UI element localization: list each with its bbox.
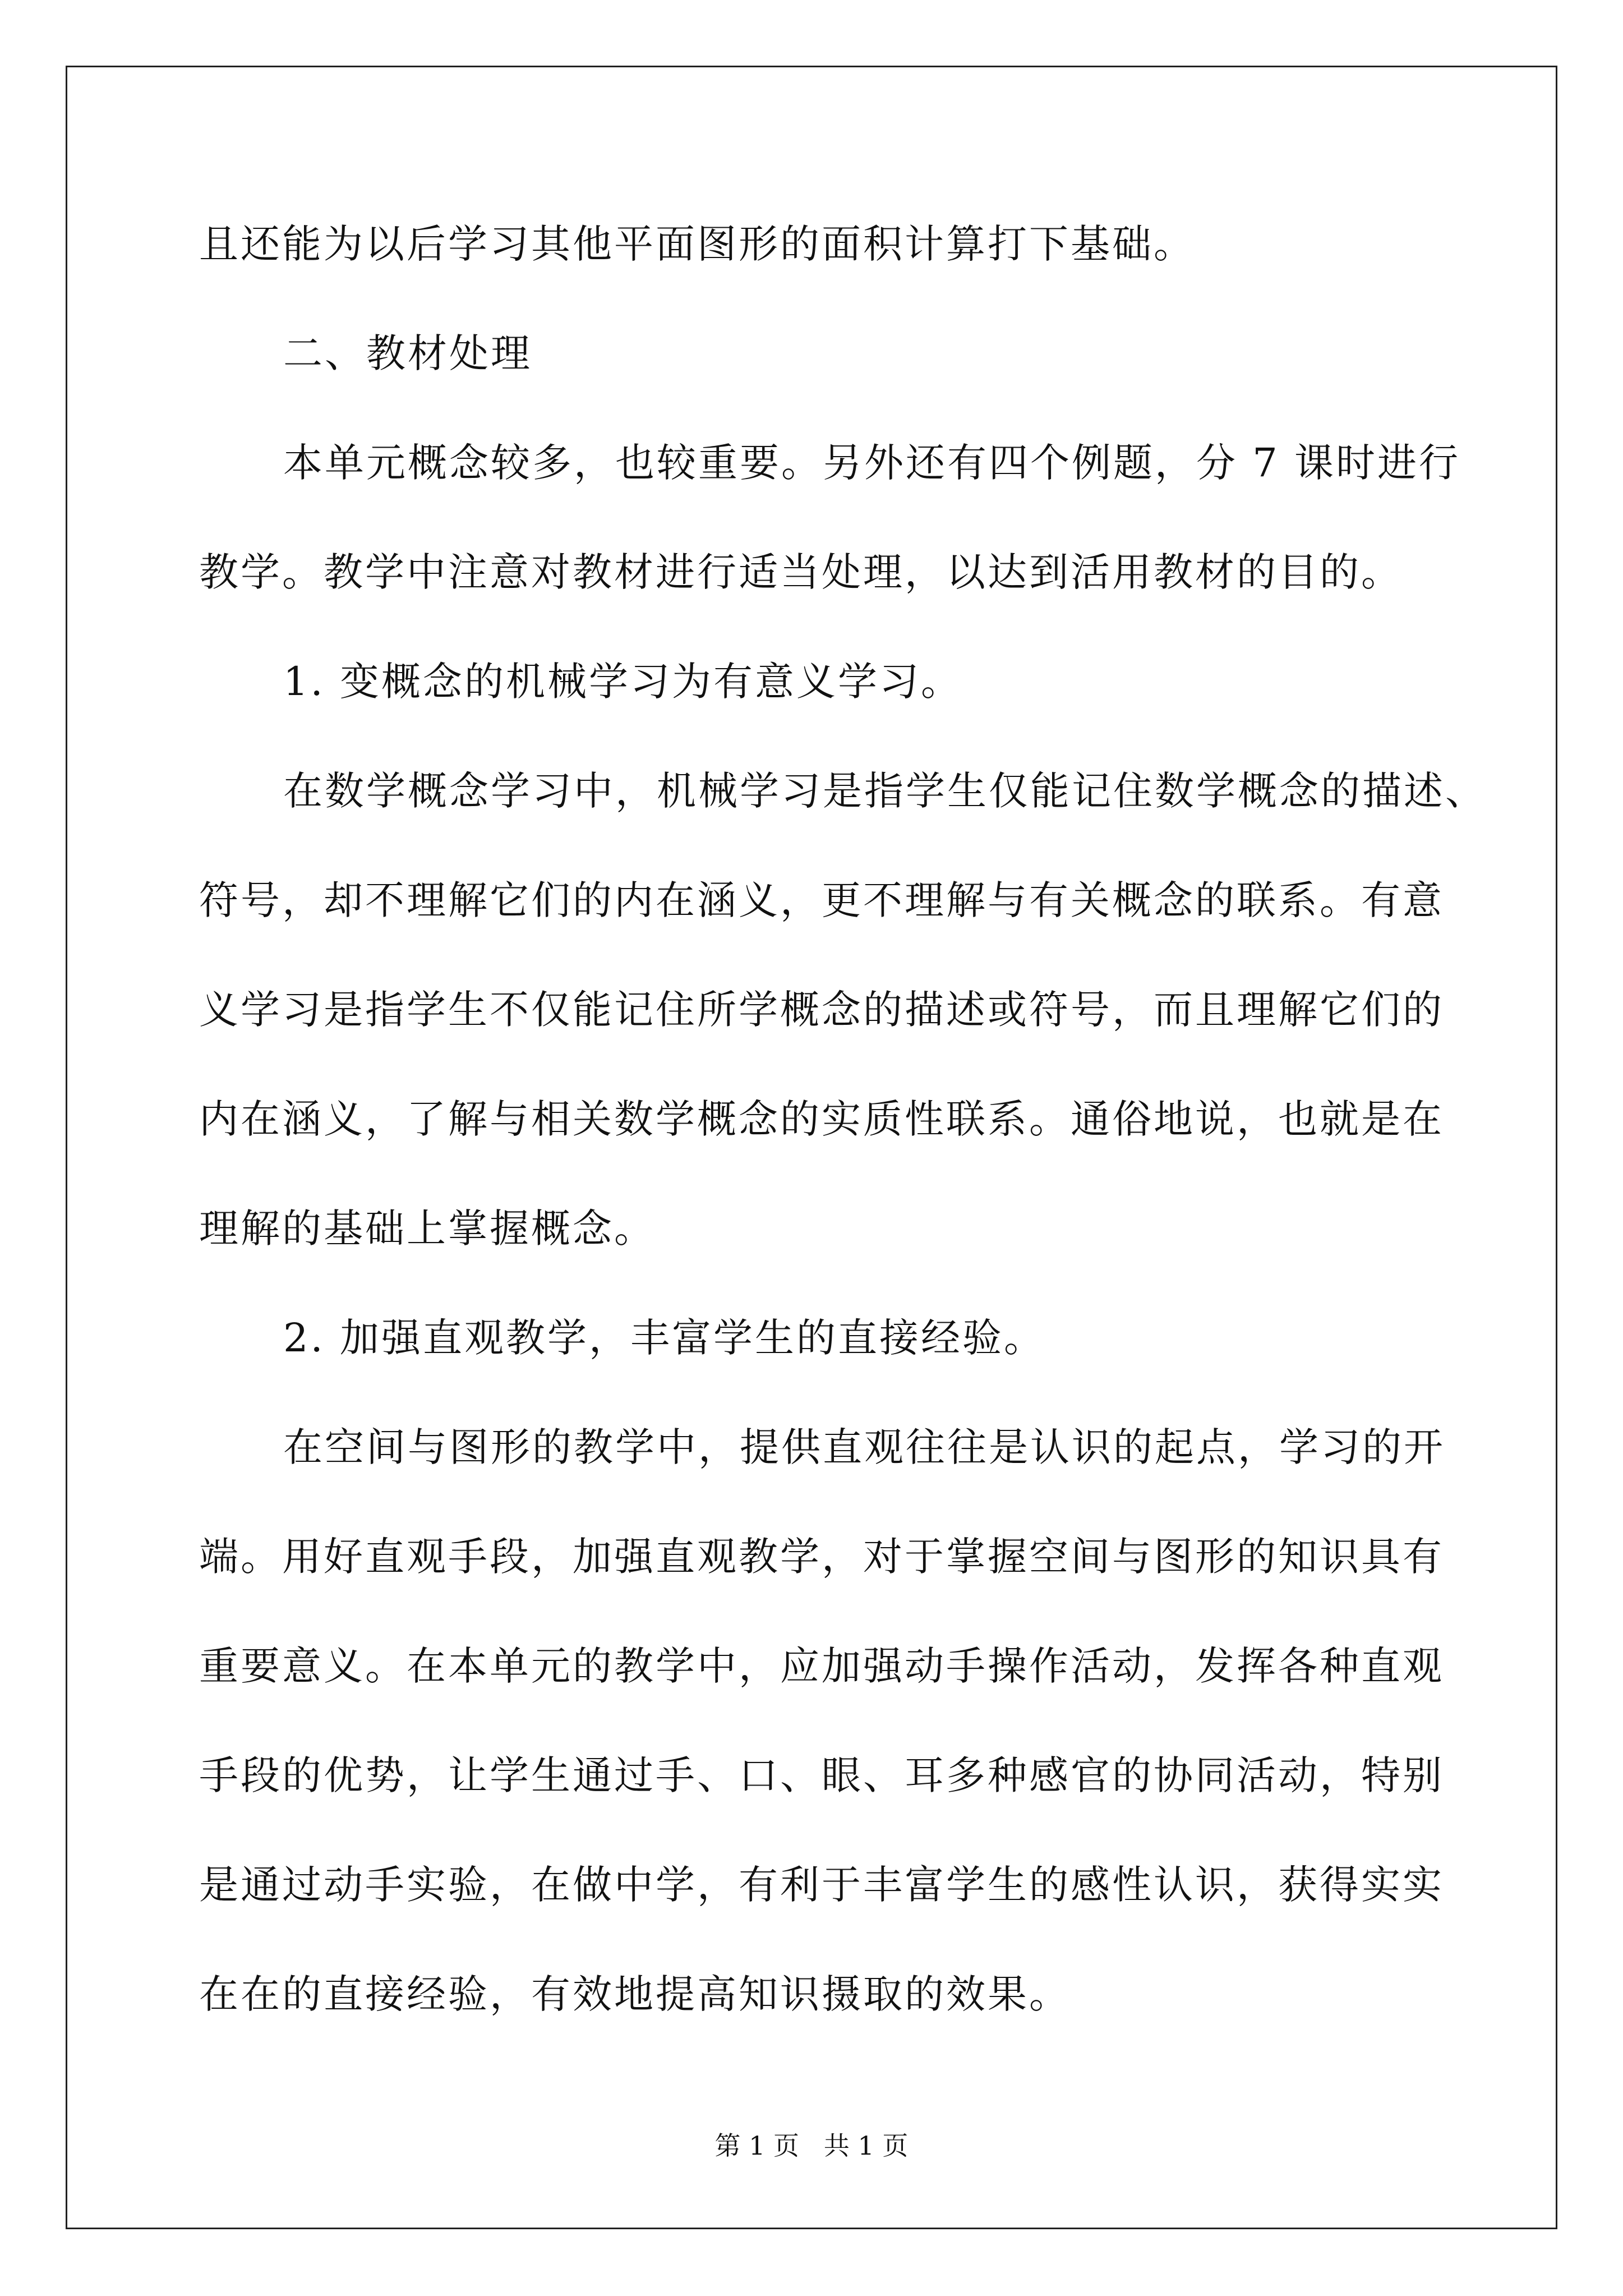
text-line-4: 教学。教学中注意对教材进行适当处理，以达到活用教材的目的。	[199, 549, 1403, 595]
text-line-1: 且还能为以后学习其他平面图形的面积计算打下基础。	[199, 221, 1195, 267]
text-line-14: 重要意义。在本单元的教学中，应加强动手操作活动，发挥各种直观	[199, 1643, 1444, 1689]
text-line-3: 本单元概念较多，也较重要。另外还有四个例题，分 7 课时进行	[283, 440, 1461, 486]
text-line-9: 内在涵义，了解与相关数学概念的实质性联系。通俗地说，也就是在	[199, 1096, 1444, 1142]
text-line-15: 手段的优势，让学生通过手、口、眼、耳多种感官的协同活动，特别	[199, 1752, 1444, 1798]
text-line-13: 端。用好直观手段，加强直观教学，对于掌握空间与图形的知识具有	[199, 1534, 1444, 1580]
text-line-16: 是通过动手实验，在做中学，有利于丰富学生的感性认识，获得实实	[199, 1862, 1444, 1908]
subheading-1: 1. 变概念的机械学习为有意义学习。	[283, 659, 963, 705]
text-line-12: 在空间与图形的教学中，提供直观往往是认识的起点，学习的开	[283, 1424, 1445, 1470]
text-line-17: 在在的直接经验，有效地提高知识摄取的效果。	[199, 1971, 1071, 2017]
section-heading: 二、教材处理	[283, 330, 532, 376]
text-line-6: 在数学概念学习中，机械学习是指学生仅能记住数学概念的描述、	[283, 768, 1487, 814]
subheading-2: 2. 加强直观教学，丰富学生的直接经验。	[283, 1315, 1046, 1361]
page-footer: 第 1 页 共 1 页	[714, 2131, 909, 2161]
text-line-7: 符号，却不理解它们的内在涵义，更不理解与有关概念的联系。有意	[199, 877, 1444, 923]
text-line-8: 义学习是指学生不仅能记住所学概念的描述或符号，而且理解它们的	[199, 987, 1444, 1033]
text-line-10: 理解的基础上掌握概念。	[199, 1205, 656, 1251]
